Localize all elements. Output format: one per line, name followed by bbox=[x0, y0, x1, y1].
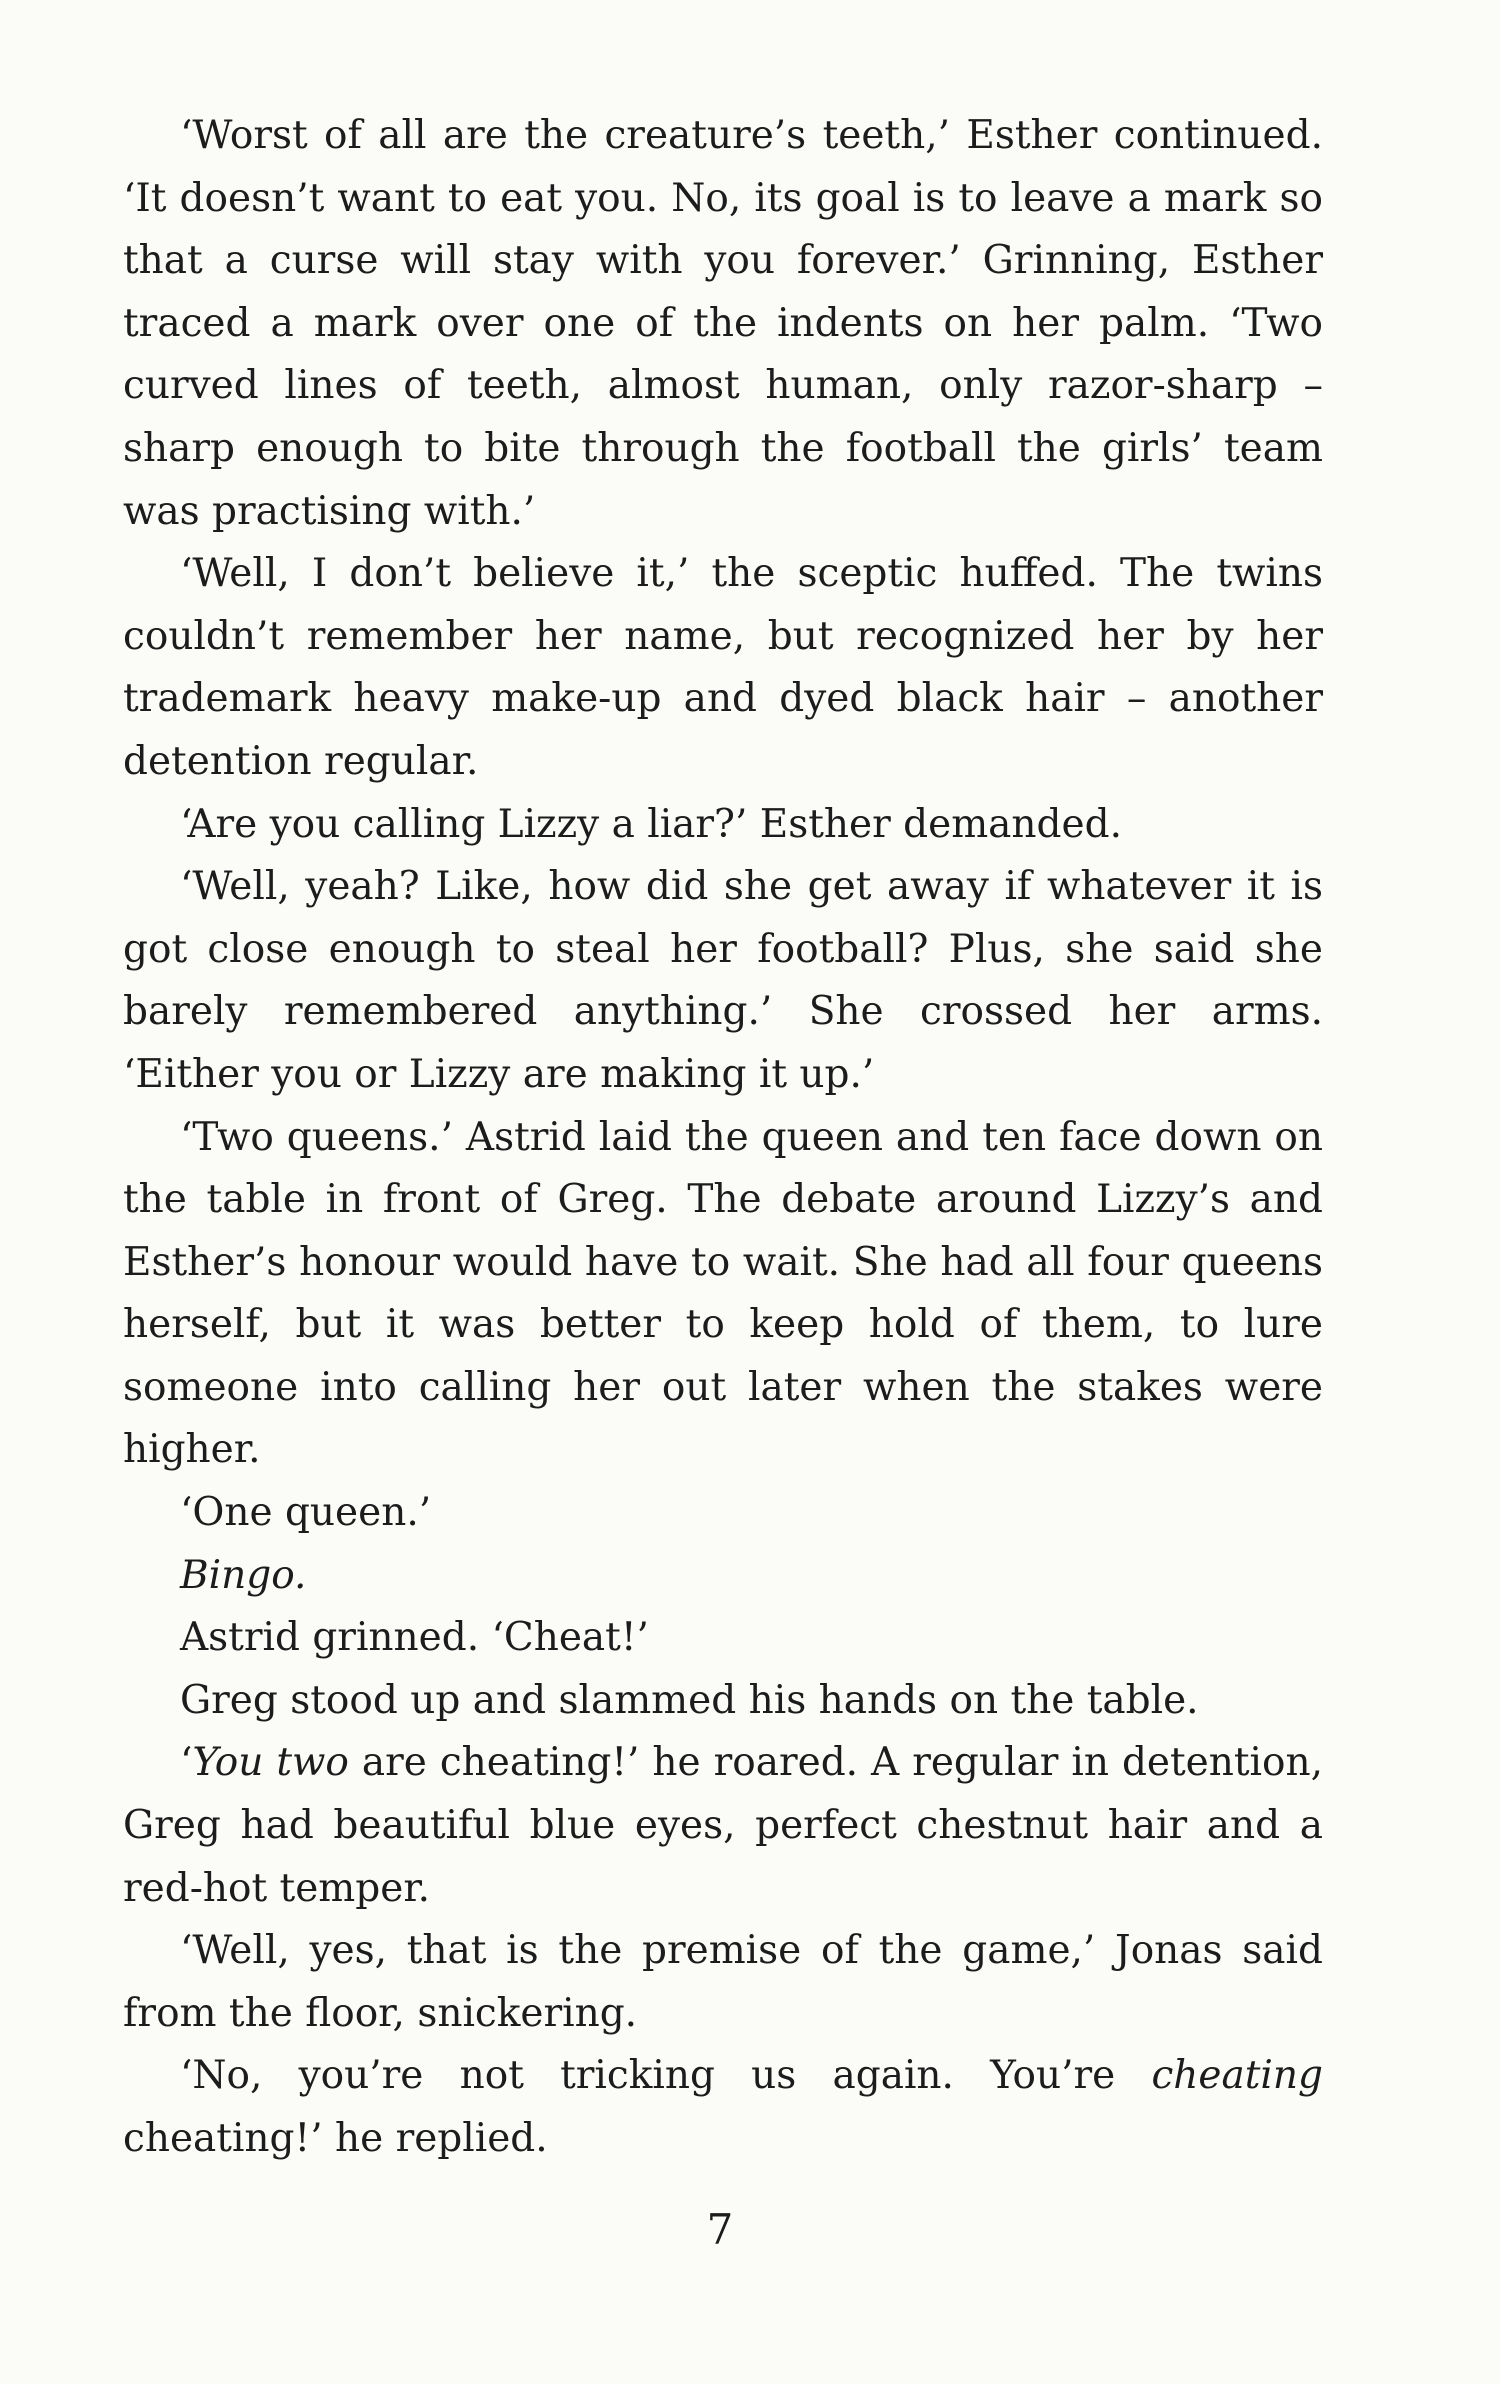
text-run: cheating!’ he replied. bbox=[123, 2116, 548, 2161]
paragraph bbox=[123, 1482, 1323, 1545]
text-run: ‘Worst of all are the creature’s teeth,’ Esther continued. ‘It doesn’t want to eat you. No, its goal is to leave a mark so that a curse will stay with you forever.’ Grinning, Esther traced a mark over one of the indents on her palm. ‘Two curved lines of teeth, almost human, only razor-sharp – sharp enough to bite through the football the girls’ team was practising with.’ bbox=[123, 113, 1323, 534]
paragraph bbox=[123, 1920, 1323, 2045]
italic-text: You two bbox=[192, 1740, 349, 1786]
body-text bbox=[123, 105, 1323, 2171]
text-run: ‘Well, yeah? Like, how did she get away if whatever it is got close enough to steal her football? Plus, she said she barely remembered anything.’ She crossed her arms. ‘Either you or Lizzy are making it up.’ bbox=[123, 864, 1323, 1097]
paragraph bbox=[123, 105, 1323, 543]
italic-text: Bingo. bbox=[180, 1552, 307, 1598]
italic-text: cheating bbox=[1151, 2053, 1323, 2099]
text-run: ‘Are you calling Lizzy a liar?’ Esther demanded. bbox=[180, 801, 1122, 847]
text-run: Astrid grinned. ‘Cheat!’ bbox=[180, 1615, 649, 1661]
paragraph bbox=[123, 543, 1323, 793]
text-run: Greg stood up and slammed his hands on the table. bbox=[180, 1677, 1199, 1723]
paragraph bbox=[123, 2045, 1323, 2170]
paragraph bbox=[123, 1732, 1323, 1920]
text-run: ‘ bbox=[180, 1740, 193, 1786]
paragraph bbox=[123, 1607, 1323, 1670]
page-number: 7 bbox=[706, 2205, 734, 2254]
paragraph bbox=[123, 856, 1323, 1106]
text-run: ‘Well, yes, that is the premise of the game,’ Jonas said from the floor, snickering. bbox=[123, 1928, 1323, 2036]
text-run: ‘One queen.’ bbox=[180, 1490, 432, 1536]
paragraph bbox=[123, 1107, 1323, 1483]
paragraph bbox=[123, 1545, 1323, 1608]
text-run: ‘Well, I don’t believe it,’ the sceptic huffed. The twins couldn’t remember her name, but recognized her by her trademark heavy make-up and dyed black hair – another detention regular. bbox=[123, 551, 1323, 784]
paragraph bbox=[123, 794, 1323, 857]
text-run: ‘Two queens.’ Astrid laid the queen and ten face down on the table in front of Greg. The debate around Lizzy’s and Esther’s honour would have to wait. She had all four queens herself, but it was better to keep hold of them, to lure someone into calling her out later when the stakes were higher. bbox=[123, 1114, 1323, 1473]
text-run: ‘No, you’re not tricking us again. You’re bbox=[180, 2053, 1152, 2099]
text-run: are cheating!’ he roared. A regular in detention, Greg had beautiful blue eyes, perfect chestnut hair and a red-hot temper. bbox=[123, 1740, 1323, 1911]
paragraph bbox=[123, 1670, 1323, 1733]
